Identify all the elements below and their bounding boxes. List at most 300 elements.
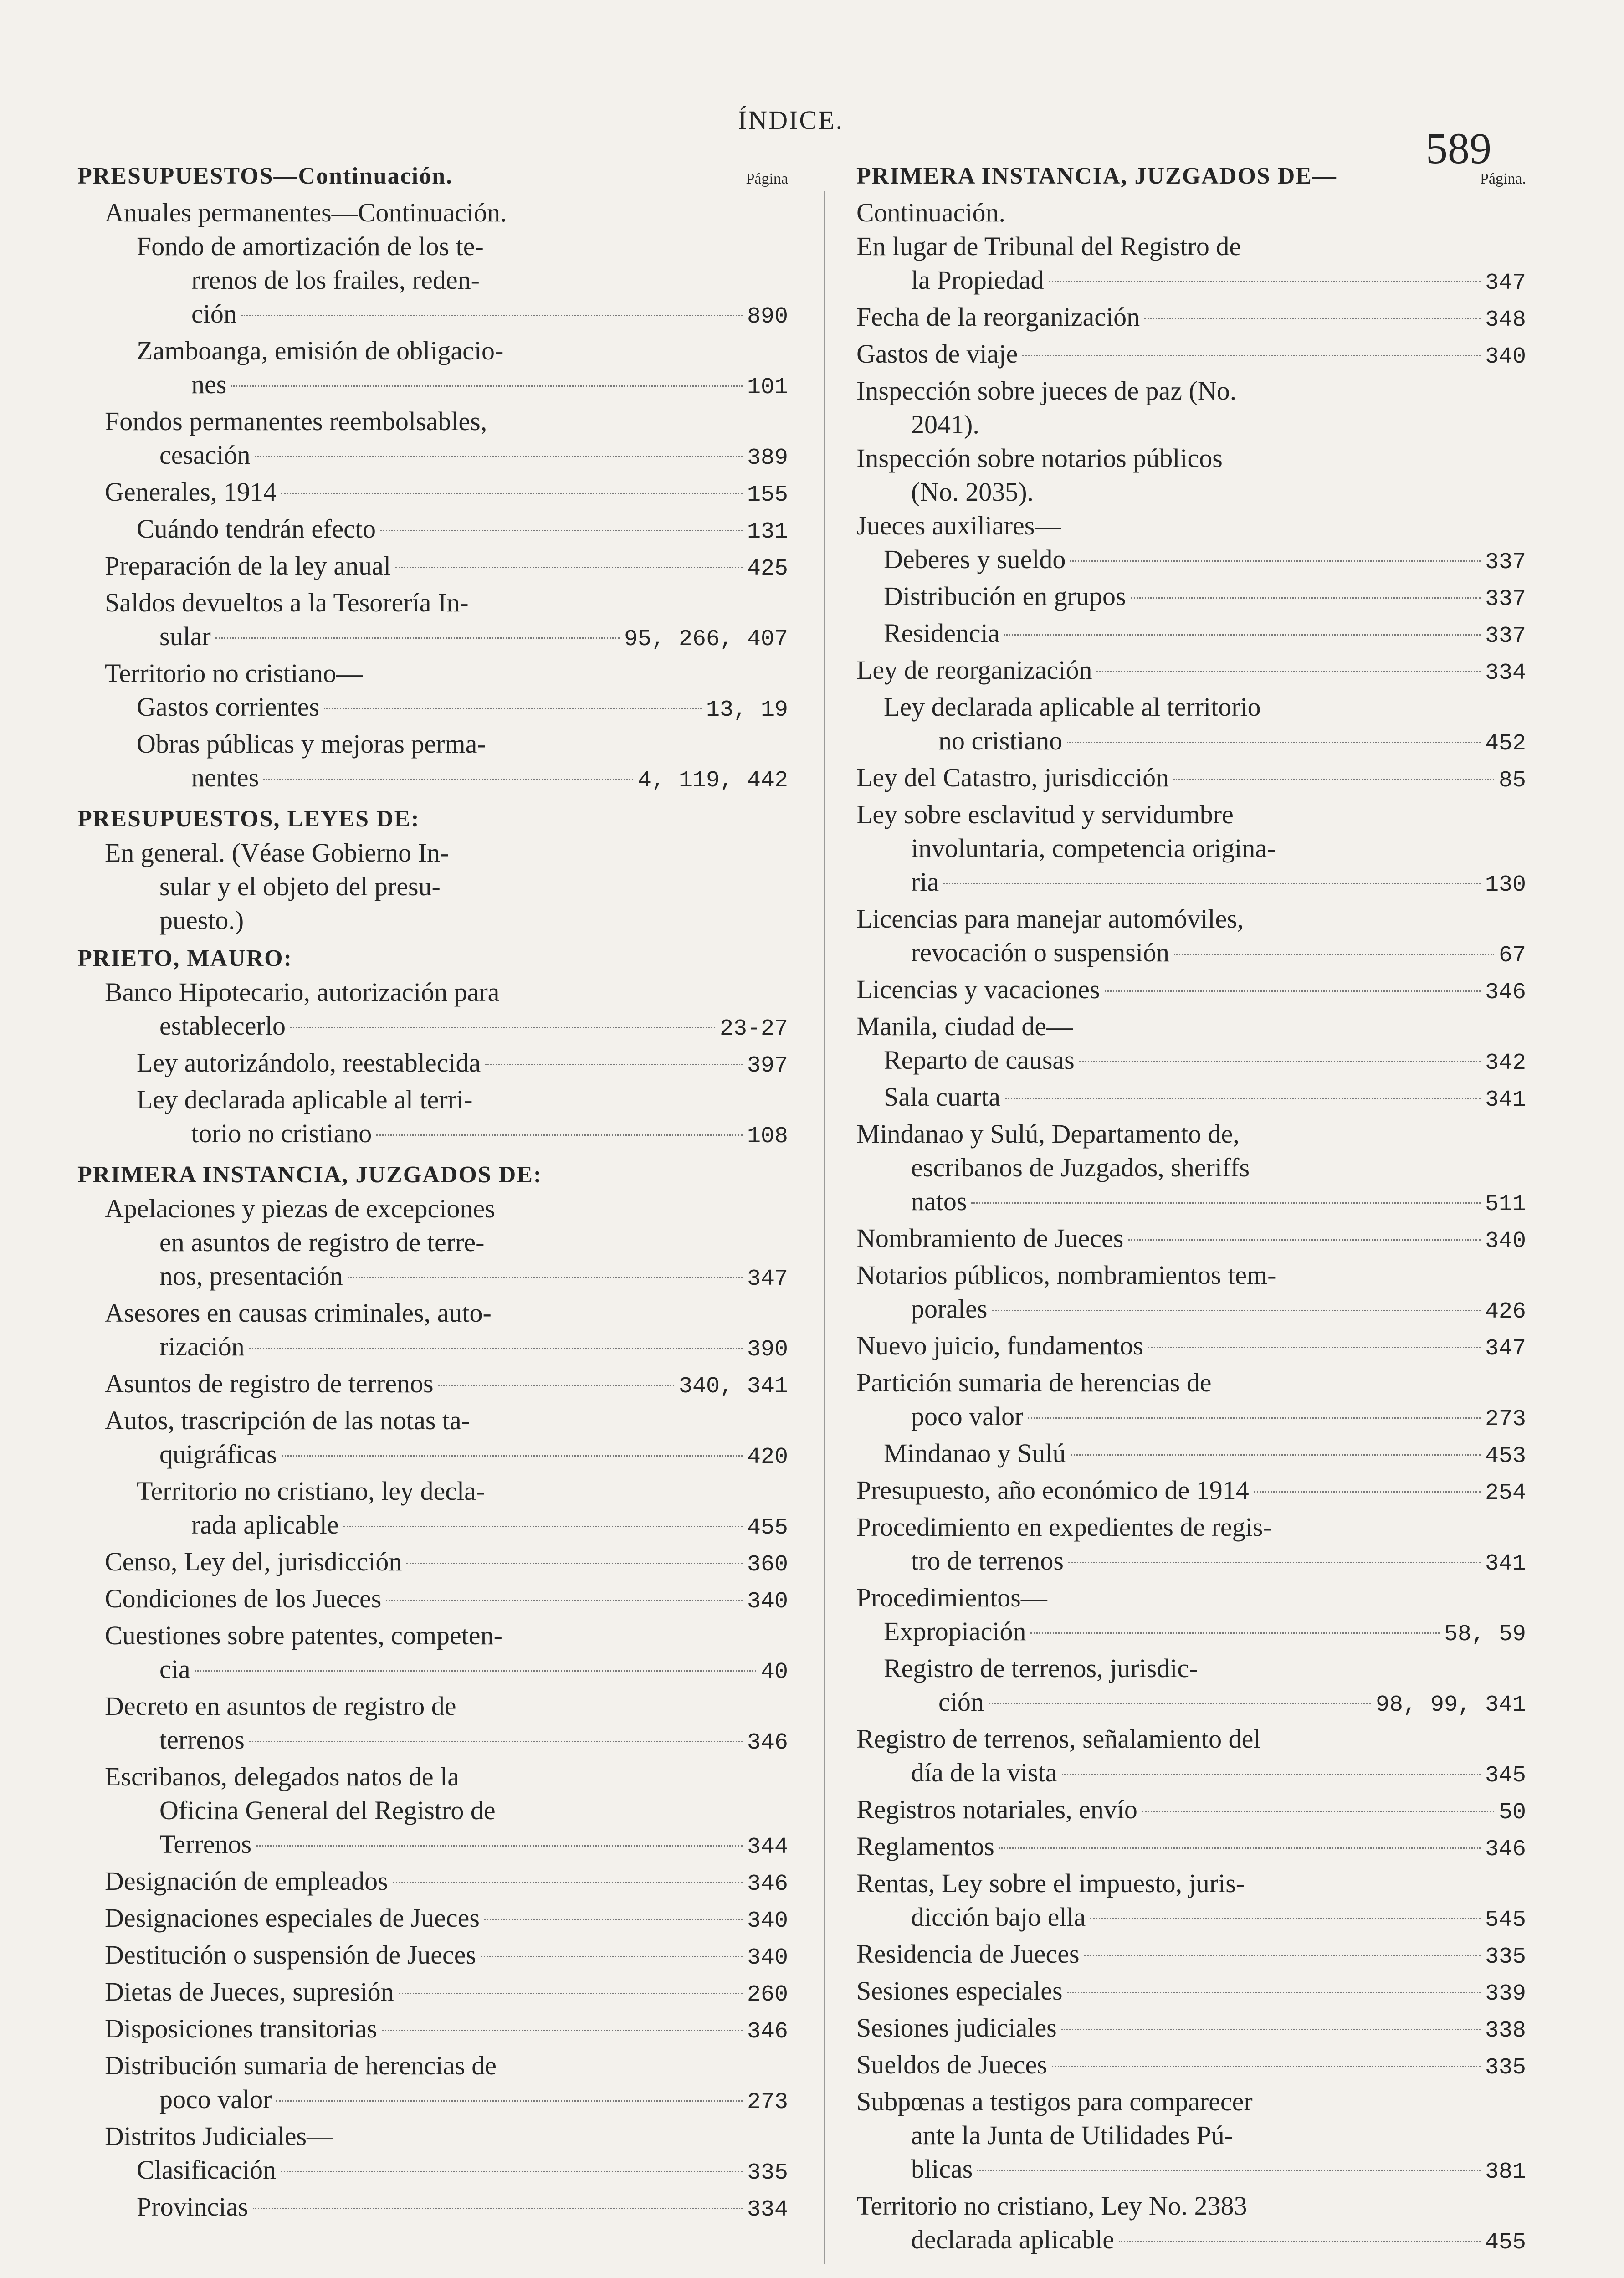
page-reference: 425	[747, 556, 788, 582]
entry-line	[137, 1046, 788, 1083]
entry-text: Nuevo juicio, fundamentos	[856, 1331, 1143, 1360]
page-reference: 95, 266, 407	[624, 626, 788, 652]
leader-dots	[481, 1956, 743, 1957]
entry-text: ción	[191, 299, 237, 328]
page-reference: 345	[1485, 1763, 1526, 1789]
page-reference: 338	[1485, 2018, 1526, 2044]
entry-line	[856, 798, 1526, 831]
page-reference: 67	[1498, 943, 1526, 969]
entry-line	[884, 1437, 1526, 1473]
leader-dots	[281, 2171, 743, 2172]
entry-text: Distribución en grupos	[884, 581, 1126, 611]
entry-line	[105, 1582, 788, 1619]
index-entry	[884, 1043, 1526, 1080]
index-heading: PRESUPUESTOS, LEYES DE:	[77, 806, 420, 832]
entry-text: En lugar de Tribunal del Registro de	[856, 231, 1241, 261]
leader-dots	[282, 1455, 743, 1457]
leader-dots	[971, 1202, 1481, 1204]
page-reference: 4, 119, 442	[637, 768, 788, 794]
entry-line	[159, 1009, 788, 1046]
leader-dots	[1071, 1454, 1481, 1456]
index-heading: PRIMERA INSTANCIA, JUZGADOS DE:	[77, 1162, 543, 1188]
leader-dots	[1067, 1992, 1481, 1993]
leader-dots	[1128, 1239, 1481, 1241]
leader-dots	[395, 567, 743, 568]
index-entry	[105, 475, 788, 512]
entry-line	[159, 870, 788, 903]
entry-line	[856, 2085, 1526, 2119]
column-header-label: PRESUPUESTOS—Continuación.	[77, 163, 453, 189]
entry-text: declarada aplicable	[911, 2225, 1114, 2254]
page-reference: 347	[747, 1266, 788, 1292]
entry-line	[856, 973, 1526, 1010]
index-entry	[105, 1192, 788, 1296]
entry-text: dicción bajo ella	[911, 1902, 1086, 1932]
page-reference: 511	[1485, 1191, 1526, 1217]
leader-dots	[256, 1845, 743, 1847]
page-reference: 890	[747, 304, 788, 330]
entry-line	[105, 975, 788, 1009]
index-entry	[105, 586, 788, 657]
entry-line	[856, 230, 1526, 263]
leader-dots	[1062, 1774, 1481, 1775]
entry-text: Preparación de la ley anual	[105, 551, 391, 580]
entry-text: en asuntos de registro de terre-	[159, 1227, 485, 1257]
entry-line	[105, 2012, 788, 2049]
entry-line	[137, 690, 788, 727]
page-reference: 101	[747, 375, 788, 400]
leader-dots	[348, 1277, 743, 1278]
leader-dots	[1052, 2066, 1481, 2067]
entry-line	[856, 1937, 1526, 1974]
index-entry	[137, 512, 788, 549]
leader-dots	[376, 1134, 743, 1136]
entry-line	[856, 2189, 1526, 2223]
entry-line	[159, 1827, 788, 1864]
entry-text: Cuestiones sobre patentes, competen-	[105, 1621, 502, 1650]
entry-text: Ley declarada aplicable al territorio	[884, 692, 1261, 722]
entry-text: Ley sobre esclavitud y servidumbre	[856, 800, 1234, 829]
entry-text: Registro de terrenos, jurisdic-	[884, 1653, 1198, 1683]
entry-line	[856, 196, 1526, 230]
leader-dots	[484, 1919, 743, 1920]
page-reference: 273	[1485, 1406, 1526, 1432]
entry-text: Zamboanga, emisión de obligacio-	[137, 336, 504, 365]
entry-line	[105, 1192, 788, 1226]
index-entry	[105, 1864, 788, 1901]
page-reference: 334	[1485, 660, 1526, 686]
entry-text: Fondos permanentes reembolsables,	[105, 406, 487, 436]
leader-dots	[1022, 355, 1481, 356]
page-reference: 340, 341	[678, 1374, 788, 1400]
entry-text: Sueldos de Jueces	[856, 2050, 1047, 2079]
entry-text: Disposiciones transitorias	[105, 2014, 377, 2043]
entry-text: Ley autorizándolo, reestablecida	[137, 1048, 481, 1077]
leader-dots	[290, 1027, 715, 1028]
leader-dots	[281, 493, 743, 494]
page-reference: 455	[1485, 2230, 1526, 2256]
index-entry	[856, 1473, 1526, 1510]
index-entry	[856, 441, 1526, 509]
entry-text: tro de terrenos	[911, 1546, 1064, 1575]
entry-text: Banco Hipotecario, autorización para	[105, 977, 500, 1007]
entry-text: Censo, Ley del, jurisdicción	[105, 1547, 402, 1576]
entry-line	[911, 263, 1526, 300]
index-entry	[856, 1793, 1526, 1830]
index-entry	[856, 1010, 1526, 1043]
entry-text: Mindanao y Sulú	[884, 1438, 1066, 1468]
leader-dots	[343, 1526, 743, 1527]
index-entry	[856, 374, 1526, 441]
entry-line	[938, 1685, 1526, 1722]
leader-dots	[1005, 1098, 1481, 1099]
entry-line	[159, 1437, 788, 1474]
page-reference: 340	[747, 1908, 788, 1934]
page-reference: 381	[1485, 2159, 1526, 2185]
entry-line	[159, 1723, 788, 1760]
index-entry	[137, 2190, 788, 2227]
entry-line	[856, 337, 1526, 374]
entry-line	[911, 1185, 1526, 1221]
entry-line	[911, 936, 1526, 973]
entry-text: sular y el objeto del presu-	[159, 872, 441, 901]
entry-line	[105, 1367, 788, 1404]
entry-text: Asesores en causas criminales, auto-	[105, 1298, 492, 1328]
page-reference: 390	[747, 1337, 788, 1363]
leader-dots	[1090, 1918, 1481, 1919]
entry-text: Procedimiento en expedientes de regis-	[856, 1512, 1272, 1542]
index-entry	[856, 798, 1526, 902]
entry-text: la Propiedad	[911, 265, 1044, 295]
entry-line	[137, 2153, 788, 2190]
index-entry	[856, 300, 1526, 337]
page-reference: 273	[747, 2089, 788, 2115]
page-reference: 335	[1485, 2055, 1526, 2081]
entry-line	[911, 1756, 1526, 1793]
entry-text: 2041).	[911, 410, 979, 439]
leader-dots	[255, 456, 743, 457]
leader-dots	[249, 1348, 743, 1349]
index-entry	[105, 1689, 788, 1760]
entry-text: Territorio no cristiano, ley decla-	[137, 1476, 485, 1506]
page-reference: 346	[747, 2019, 788, 2045]
entry-line	[884, 1615, 1526, 1652]
index-entry	[856, 1221, 1526, 1258]
page-reference: 360	[747, 1552, 788, 1578]
entry-text: poco valor	[159, 2084, 272, 2114]
entry-text: Oficina General del Registro de	[159, 1796, 496, 1825]
leader-dots	[992, 1310, 1481, 1311]
leader-dots	[977, 2170, 1481, 2171]
index-entry	[856, 1510, 1526, 1581]
entry-text: día de la vista	[911, 1758, 1057, 1787]
entry-line	[105, 2119, 788, 2153]
entry-text: Registros notariales, envío	[856, 1795, 1137, 1824]
entry-text: rización	[159, 1332, 245, 1361]
entry-text: Residencia de Jueces	[856, 1939, 1080, 1969]
entry-text: Asuntos de registro de terrenos	[105, 1369, 434, 1398]
running-head: ÍNDICE.	[738, 105, 844, 135]
index-entry	[856, 337, 1526, 374]
page-reference: 337	[1485, 586, 1526, 612]
entry-text: Sesiones judiciales	[856, 2013, 1057, 2042]
index-entry	[105, 2012, 788, 2049]
page-reference: 341	[1485, 1087, 1526, 1113]
entry-line	[105, 475, 788, 512]
entry-line	[159, 620, 788, 657]
page-reference: 342	[1485, 1050, 1526, 1076]
index-entry	[137, 1474, 788, 1545]
entry-text: Continuación.	[856, 198, 1006, 227]
entry-text: Subpœnas a testigos para comparecer	[856, 2087, 1253, 2116]
entry-text: En general. (Véase Gobierno In-	[105, 838, 449, 867]
entry-line	[884, 543, 1526, 580]
entry-text: ción	[938, 1687, 984, 1717]
entry-line	[856, 300, 1526, 337]
entry-text: Designaciones especiales de Jueces	[105, 1903, 480, 1933]
page-reference: 335	[747, 2160, 788, 2186]
leader-dots	[1068, 1562, 1481, 1563]
entry-text: porales	[911, 1294, 988, 1324]
index-entry	[884, 616, 1526, 653]
entry-text: involuntaria, competencia origina-	[911, 833, 1276, 863]
entry-text: natos	[911, 1186, 967, 1216]
entry-line	[105, 836, 788, 870]
page-reference: 344	[747, 1834, 788, 1860]
page-reference: 453	[1485, 1443, 1526, 1469]
entry-line	[911, 2119, 1526, 2152]
index-entry	[856, 1722, 1526, 1793]
page-reference: 346	[1485, 1837, 1526, 1862]
page-reference: 340	[747, 1945, 788, 1971]
index-entry	[856, 902, 1526, 973]
index-entry	[856, 1581, 1526, 1615]
index-entry	[884, 1652, 1526, 1722]
entry-line	[159, 903, 788, 937]
entry-line	[856, 1221, 1526, 1258]
leader-dots	[276, 2100, 743, 2102]
leader-dots	[1079, 1061, 1481, 1062]
index-entry	[856, 1937, 1526, 1974]
page-reference: 455	[747, 1515, 788, 1541]
entry-line	[856, 1867, 1526, 1900]
entry-text: nos, presentación	[159, 1261, 343, 1291]
entry-text: Manila, ciudad de—	[856, 1011, 1073, 1041]
page-header	[0, 0, 1624, 173]
page-reference: 23-27	[719, 1016, 788, 1042]
entry-text: Reparto de causas	[884, 1045, 1075, 1075]
index-entry	[137, 230, 788, 334]
entry-line	[191, 1508, 788, 1545]
leader-dots	[324, 708, 702, 709]
entry-text: Mindanao y Sulú, Departamento de,	[856, 1119, 1240, 1149]
page-reference: 397	[747, 1053, 788, 1079]
entry-text: Fondo de amortización de los te-	[137, 231, 484, 261]
entry-line	[105, 1975, 788, 2012]
entry-line	[105, 1296, 788, 1330]
entry-text: Procedimientos—	[856, 1583, 1047, 1612]
entry-line	[884, 690, 1526, 724]
index-entry	[105, 196, 788, 230]
page-reference: 545	[1485, 1907, 1526, 1933]
entry-text: Expropiación	[884, 1616, 1026, 1646]
entry-text: Fecha de la reorganización	[856, 302, 1140, 332]
entry-line	[856, 1473, 1526, 1510]
entry-text: Rentas, Ley sobre el impuesto, juris-	[856, 1868, 1245, 1898]
entry-text: Reglamentos	[856, 1832, 994, 1861]
leader-dots	[1131, 597, 1481, 599]
entry-text: Presupuesto, año económico de 1914	[856, 1475, 1249, 1505]
page-reference: 348	[1485, 307, 1526, 333]
leader-dots	[231, 385, 743, 387]
entry-line	[159, 1652, 788, 1689]
leader-dots	[1028, 1417, 1481, 1419]
entry-text: Inspección sobre notarios públicos	[856, 443, 1223, 473]
entry-line	[911, 1544, 1526, 1581]
entry-text: Decreto en asuntos de registro de	[105, 1691, 456, 1721]
entry-text: sular	[159, 621, 211, 651]
index-entry	[105, 2049, 788, 2119]
entry-line	[911, 408, 1526, 441]
entry-line	[191, 263, 788, 297]
page-reference: 254	[1485, 1480, 1526, 1506]
page-reference: 337	[1485, 623, 1526, 649]
index-entry	[137, 1083, 788, 1154]
leader-dots	[989, 1703, 1371, 1704]
entry-line	[856, 1722, 1526, 1756]
index-entry	[884, 580, 1526, 616]
entry-line	[856, 1510, 1526, 1544]
entry-text: Terrenos	[159, 1829, 252, 1859]
index-entry	[137, 1046, 788, 1083]
index-entry	[105, 1404, 788, 1474]
leader-dots	[1254, 1491, 1481, 1493]
entry-text: establecerlo	[159, 1011, 286, 1041]
entry-line	[137, 727, 788, 761]
index-entry	[856, 2189, 1526, 2260]
entry-line	[105, 1901, 788, 1938]
index-entry	[105, 1296, 788, 1367]
index-entry	[137, 690, 788, 727]
entry-text: Obras públicas y mejoras perma-	[137, 729, 486, 759]
leader-dots	[382, 2030, 743, 2031]
index-entry	[884, 690, 1526, 761]
entry-text: cia	[159, 1654, 190, 1684]
page-number: 589	[1426, 124, 1491, 173]
entry-text: Condiciones de los Jueces	[105, 1584, 382, 1613]
index-entry	[137, 334, 788, 405]
entry-line	[856, 1974, 1526, 2011]
page-reference: 420	[747, 1444, 788, 1470]
entry-text: revocación o suspensión	[911, 938, 1169, 967]
entry-text: Partición sumaria de herencias de	[856, 1368, 1212, 1397]
entry-line	[856, 1793, 1526, 1830]
entry-text: Ley de reorganización	[856, 655, 1092, 685]
index-entry	[884, 1615, 1526, 1652]
entry-line	[856, 1329, 1526, 1366]
entry-line	[137, 334, 788, 368]
entry-text: Provincias	[137, 2192, 248, 2222]
index-entry	[105, 1760, 788, 1864]
entry-line	[105, 1619, 788, 1652]
leader-dots	[195, 1670, 756, 1672]
page-reference: 347	[1485, 270, 1526, 296]
entry-line	[884, 616, 1526, 653]
page-reference: 335	[1485, 1944, 1526, 1970]
entry-line	[911, 831, 1526, 865]
entry-text: Gastos corrientes	[137, 692, 320, 722]
entry-text: Inspección sobre jueces de paz (No.	[856, 376, 1237, 405]
entry-line	[191, 1117, 788, 1154]
entry-text: Distritos Judiciales—	[105, 2121, 333, 2151]
entry-text: Cuándo tendrán efecto	[137, 514, 376, 544]
entry-line	[884, 580, 1526, 616]
entry-text: torio no cristiano	[191, 1118, 372, 1148]
index-entry	[105, 549, 788, 586]
entry-line	[911, 2152, 1526, 2189]
entry-text: Residencia	[884, 618, 1000, 648]
entry-line	[884, 1080, 1526, 1117]
entry-text: Generales, 1914	[105, 477, 277, 507]
leader-dots	[380, 530, 743, 531]
page-reference: 346	[747, 1730, 788, 1756]
leader-dots	[399, 1993, 743, 1994]
leader-dots	[1105, 990, 1481, 992]
index-entry	[884, 1437, 1526, 1473]
entry-line	[856, 2048, 1526, 2085]
entry-line	[884, 1043, 1526, 1080]
page-reference: 340	[1485, 1228, 1526, 1254]
entry-line	[856, 902, 1526, 936]
leader-dots	[1142, 1811, 1494, 1812]
index-entry	[105, 1938, 788, 1975]
index-entry	[105, 1901, 788, 1938]
entry-text: Notarios públicos, nombramientos tem-	[856, 1260, 1276, 1290]
entry-line	[856, 374, 1526, 408]
index-entry	[105, 836, 788, 937]
index-entry	[856, 1974, 1526, 2011]
entry-text: Designación de empleados	[105, 1866, 388, 1896]
index-entries	[856, 196, 1526, 2260]
page-reference: 346	[747, 1871, 788, 1897]
entry-line	[856, 2011, 1526, 2048]
column-header-page-label: Página.	[1480, 170, 1526, 187]
entry-text: no cristiano	[938, 726, 1063, 755]
entry-line	[159, 1330, 788, 1367]
entry-line	[911, 1400, 1526, 1437]
entry-line	[856, 1830, 1526, 1867]
index-heading: PRIETO, MAURO:	[77, 945, 292, 971]
index-entry	[856, 1867, 1526, 1937]
entry-text: escribanos de Juzgados, sheriffs	[911, 1153, 1250, 1182]
column-header	[856, 159, 1526, 196]
entry-line	[938, 724, 1526, 761]
entry-line	[159, 2083, 788, 2119]
entry-text: Ley declarada aplicable al terri-	[137, 1085, 473, 1114]
entry-text: Licencias y vacaciones	[856, 975, 1100, 1004]
index-entry	[856, 973, 1526, 1010]
leader-dots	[943, 883, 1481, 884]
index-entry	[105, 1582, 788, 1619]
leader-dots	[393, 1882, 743, 1883]
entry-text: blicas	[911, 2154, 973, 2184]
index-entry	[856, 2011, 1526, 2048]
leader-dots	[1061, 2029, 1481, 2030]
entry-line	[137, 1083, 788, 1117]
entry-text: (No. 2035).	[911, 477, 1034, 507]
page-reference: 341	[1485, 1551, 1526, 1577]
entry-text: poco valor	[911, 1401, 1024, 1431]
